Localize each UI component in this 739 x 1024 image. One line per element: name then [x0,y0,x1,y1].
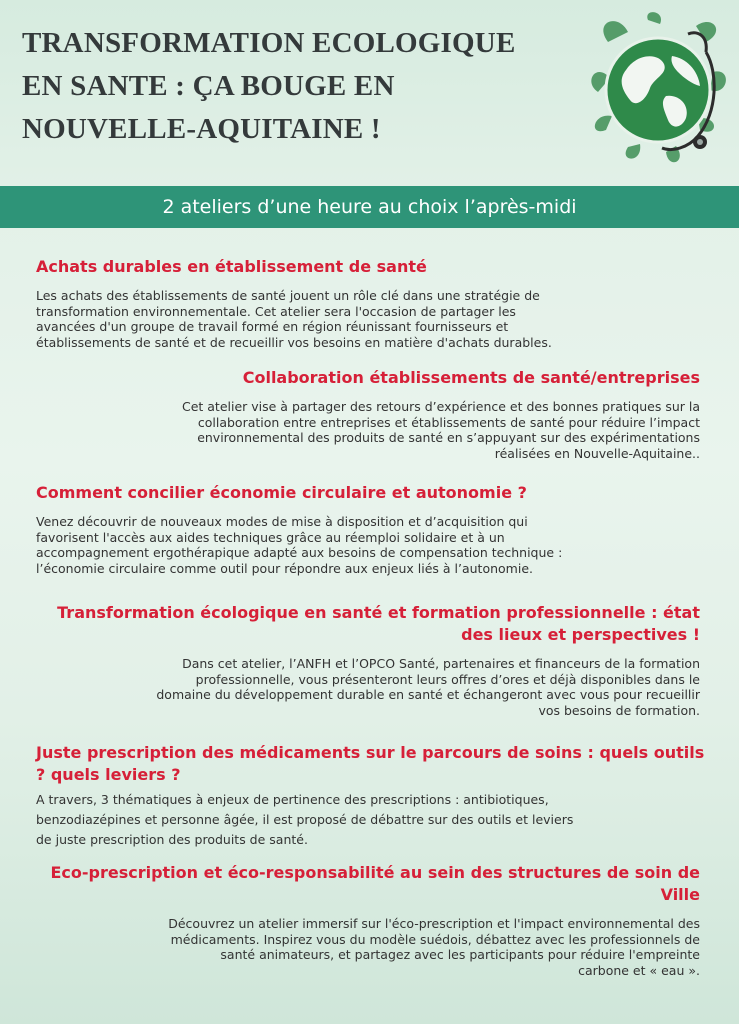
workshop-heading [30,367,700,389]
workshop-description [30,656,700,718]
page-title-line: TRANSFORMATION ECOLOGIQUE [22,27,516,59]
workshop-body-line: établissements de santé et de recueillir vos besoins en matière d'achats durables. [36,334,552,350]
workshop-body-line: domaine du développement durable en santé et échangeront avec vous pour recueillir [156,687,700,702]
workshop-heading [36,256,706,278]
workshop-economie-circulaire [36,482,706,576]
workshop-heading-line: Transformation écologique en santé et formation professionnelle : [57,603,658,622]
workshop-description [36,288,706,350]
workshop-body-line: A travers, 3 thématiques à enjeux de pertinence des prescriptions : antibiotiques, [36,792,549,807]
workshop-description [36,514,706,576]
workshop-body-line: Découvrez un atelier immersif sur l'éco-prescription et l'impact environnemental des [168,916,700,931]
workshop-body-line: vos besoins de formation. [538,702,700,718]
workshop-eco-prescription [30,862,700,978]
workshop-description [30,916,700,978]
globe-stethoscope-icon [588,12,728,172]
workshop-body-line: transformation environnementale. Cet atelier sera l'occasion de partager les [36,303,516,319]
workshop-body-line: environnemental des produits de santé en s’appuyant sur des expérimentations [197,430,700,445]
page-title-line: NOUVELLE-AQUITAINE ! [22,113,381,145]
workshop-body-line: professionnelle, vous présenteront leurs offres d’ores et déjà disponibles dans le [195,671,700,687]
workshop-heading [36,742,706,786]
workshop-body-line: favorisent l'accès aux aides techniques grâce au réemploi solidaire et à un [36,529,505,545]
workshop-formation-professionnelle [30,602,700,718]
workshop-heading [36,482,706,504]
workshop-heading-line: Eco-prescription et éco-responsabilité au sein des structures [50,863,602,882]
workshop-body-line: de juste prescription des produits de santé. [36,832,308,847]
workshop-heading-line: de soin de Ville [606,863,700,904]
workshop-body-line: accompagnement ergothérapique adapté aux besoins de compensation technique : [36,545,563,560]
workshop-heading [30,602,700,646]
workshop-description [36,790,706,850]
page-title-line: EN SANTE : ÇA BOUGE EN [22,70,395,102]
workshop-heading-line: état des lieux et perspectives ! [461,603,700,644]
workshop-heading-line: Comment concilier économie circulaire et autonomie ? [36,483,527,502]
workshop-body-line: Cet atelier vise à partager des retours d’expérience et des bonnes pratiques sur la [181,399,700,414]
workshop-body-line: carbone et « eau ». [578,962,700,978]
workshop-body-line: Venez découvrir de nouveaux modes de mise à disposition et d’acquisition qui [36,514,528,529]
workshop-body-line: santé animateurs, et partagez avec les participants pour réduire l'empreinte [220,947,700,962]
workshop-heading-line: Achats durables en établissement de santé [36,257,427,276]
workshop-heading-line: Collaboration établissements de santé/entreprises [242,368,700,387]
workshop-juste-prescription [36,742,706,850]
workshop-body-line: collaboration entre entreprises et établissements de santé pour réduire l’impact [197,414,700,430]
workshop-body-line: médicaments. Inspirez vous du modèle suédois, débattez avec les professionnels de [170,931,700,947]
page-title [22,22,542,151]
workshop-heading [30,862,700,906]
workshop-body-line: l’économie circulaire comme outil pour répondre aux enjeux liés à l’autonomie. [36,560,533,576]
workshop-body-line: Dans cet atelier, l’ANFH et l’OPCO Santé, partenaires et financeurs de la formation [182,656,700,671]
workshop-heading-line: Juste prescription des médicaments sur le parcours de soins : [36,743,594,762]
banner: 2 ateliers d’une heure au choix l’après-midi [0,186,739,228]
workshop-collaboration [30,367,700,461]
workshop-body-line: benzodiazépines et personne âgée, il est proposé de débattre sur des outils et leviers [36,812,574,827]
workshop-body-line: Les achats des établissements de santé jouent un rôle clé dans une stratégie de [36,288,540,303]
workshop-body-line: avancées d'un groupe de travail formé en région réunissant fournisseurs et [36,319,509,334]
workshop-description [30,399,700,461]
workshop-body-line: réalisées en Nouvelle-Aquitaine.. [494,445,700,461]
workshop-achats-durables [36,256,706,350]
workshop-heading-line: quels outils ? quels leviers ? [36,743,705,784]
